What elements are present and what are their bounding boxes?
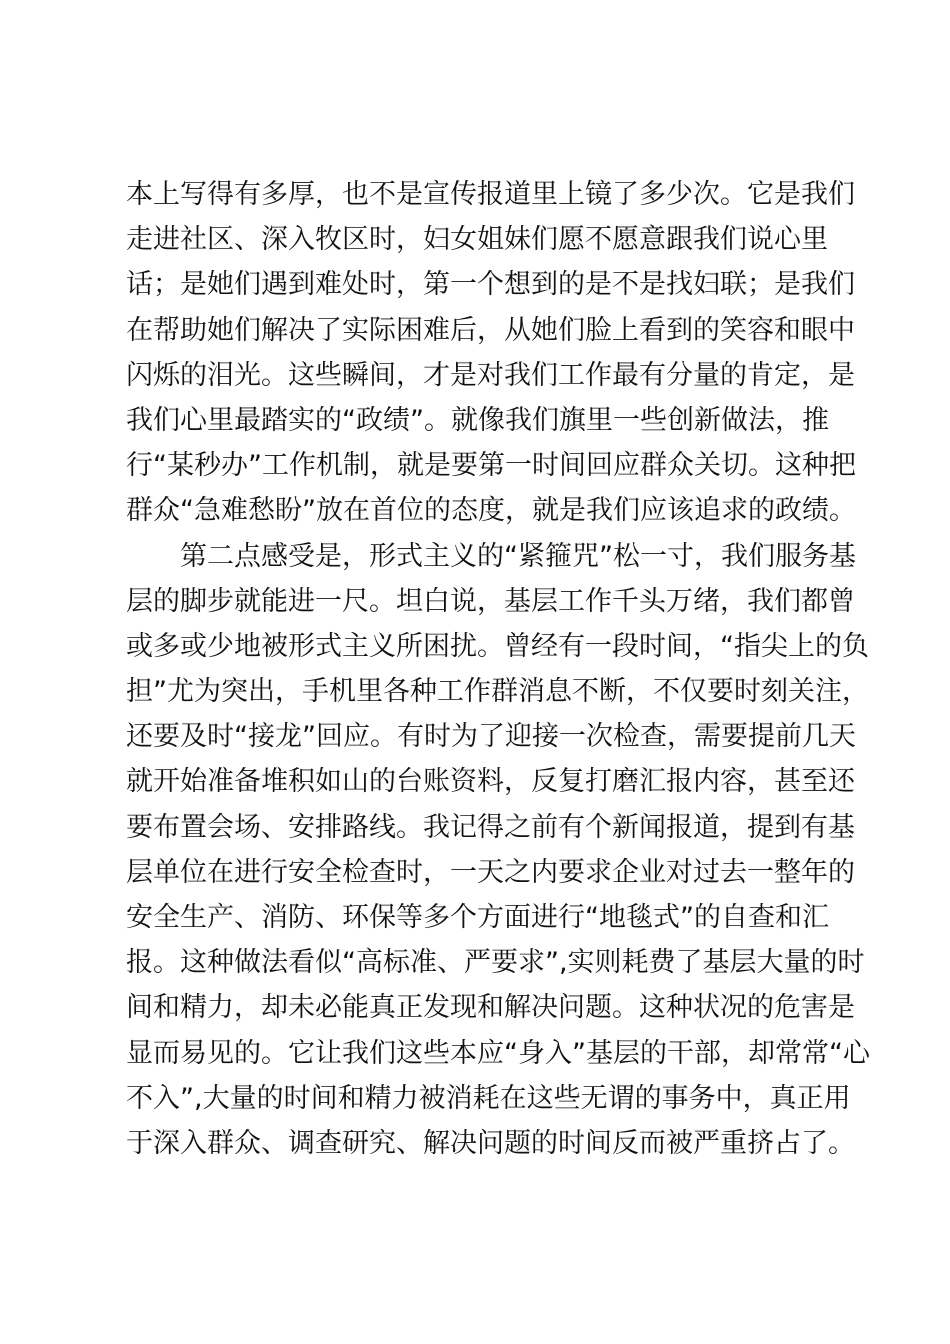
text-line: 于深入群众、调查研究、解决问题的时间反而被严重挤占了。 xyxy=(126,1127,855,1159)
text-line: 本上写得有多厚，也不是宣传报道里上镜了多少次。它是我们 xyxy=(126,179,855,210)
text-line: 行“某秒办”工作机制，就是要第一时间回应群众关切。这种把 xyxy=(126,450,856,482)
text-line: 就开始准备堆积如山的台账资料，反复打磨汇报内容，甚至还 xyxy=(126,766,855,798)
text-line: 层单位在进行安全检查时，一天之内要求企业对过去一整年的 xyxy=(126,856,855,888)
text-line: 话；是她们遇到难处时，第一个想到的是不是找妇联；是我们 xyxy=(126,269,855,301)
text-line: 要布置会场、安排路线。我记得之前有个新闻报道，提到有基 xyxy=(126,811,855,843)
text-line: 担”尤为突出，手机里各种工作群消息不断，不仅要时刻关注， xyxy=(126,676,869,708)
text-line: 或多或少地被形式主义所困扰。曾经有一段时间，“指尖上的负 xyxy=(126,630,869,662)
text-line: 不入”,大量的时间和精力被消耗在这些无谓的事务中，真正用 xyxy=(126,1082,851,1114)
text-line: 还要及时“接龙”回应。有时为了迎接一次检查，需要提前几天 xyxy=(126,721,856,753)
text-line: 间和精力，却未必能真正发现和解决问题。这种状况的危害是 xyxy=(126,992,855,1024)
text-line: 在帮助她们解决了实际困难后，从她们脸上看到的笑容和眼中 xyxy=(126,314,855,346)
text-line: 走进社区、深入牧区时，妇女姐妹们愿不愿意跟我们说心里 xyxy=(126,224,828,256)
text-line: 第二点感受是，形式主义的“紧箍咒”松一寸，我们服务基 xyxy=(126,540,856,572)
text-line: 我们心里最踏实的“政绩”。就像我们旗里一些创新做法，推 xyxy=(126,404,829,436)
text-line: 层的脚步就能进一尺。坦白说，基层工作千头万绪，我们都曾 xyxy=(126,585,855,617)
text-line: 闪烁的泪光。这些瞬间，才是对我们工作最有分量的肯定，是 xyxy=(126,359,855,391)
body-text xyxy=(126,172,870,1166)
text-line: 报。这种做法看似“高标准、严要求”,实则耗费了基层大量的时 xyxy=(126,947,865,979)
text-line: 安全生产、消防、环保等多个方面进行“地毯式”的自查和汇 xyxy=(126,902,829,933)
text-line: 显而易见的。它让我们这些本应“身入”基层的干部，却常常“心 xyxy=(126,1037,870,1069)
text-line: 群众“急难愁盼”放在首位的态度，就是我们应该追求的政绩。 xyxy=(126,495,856,527)
